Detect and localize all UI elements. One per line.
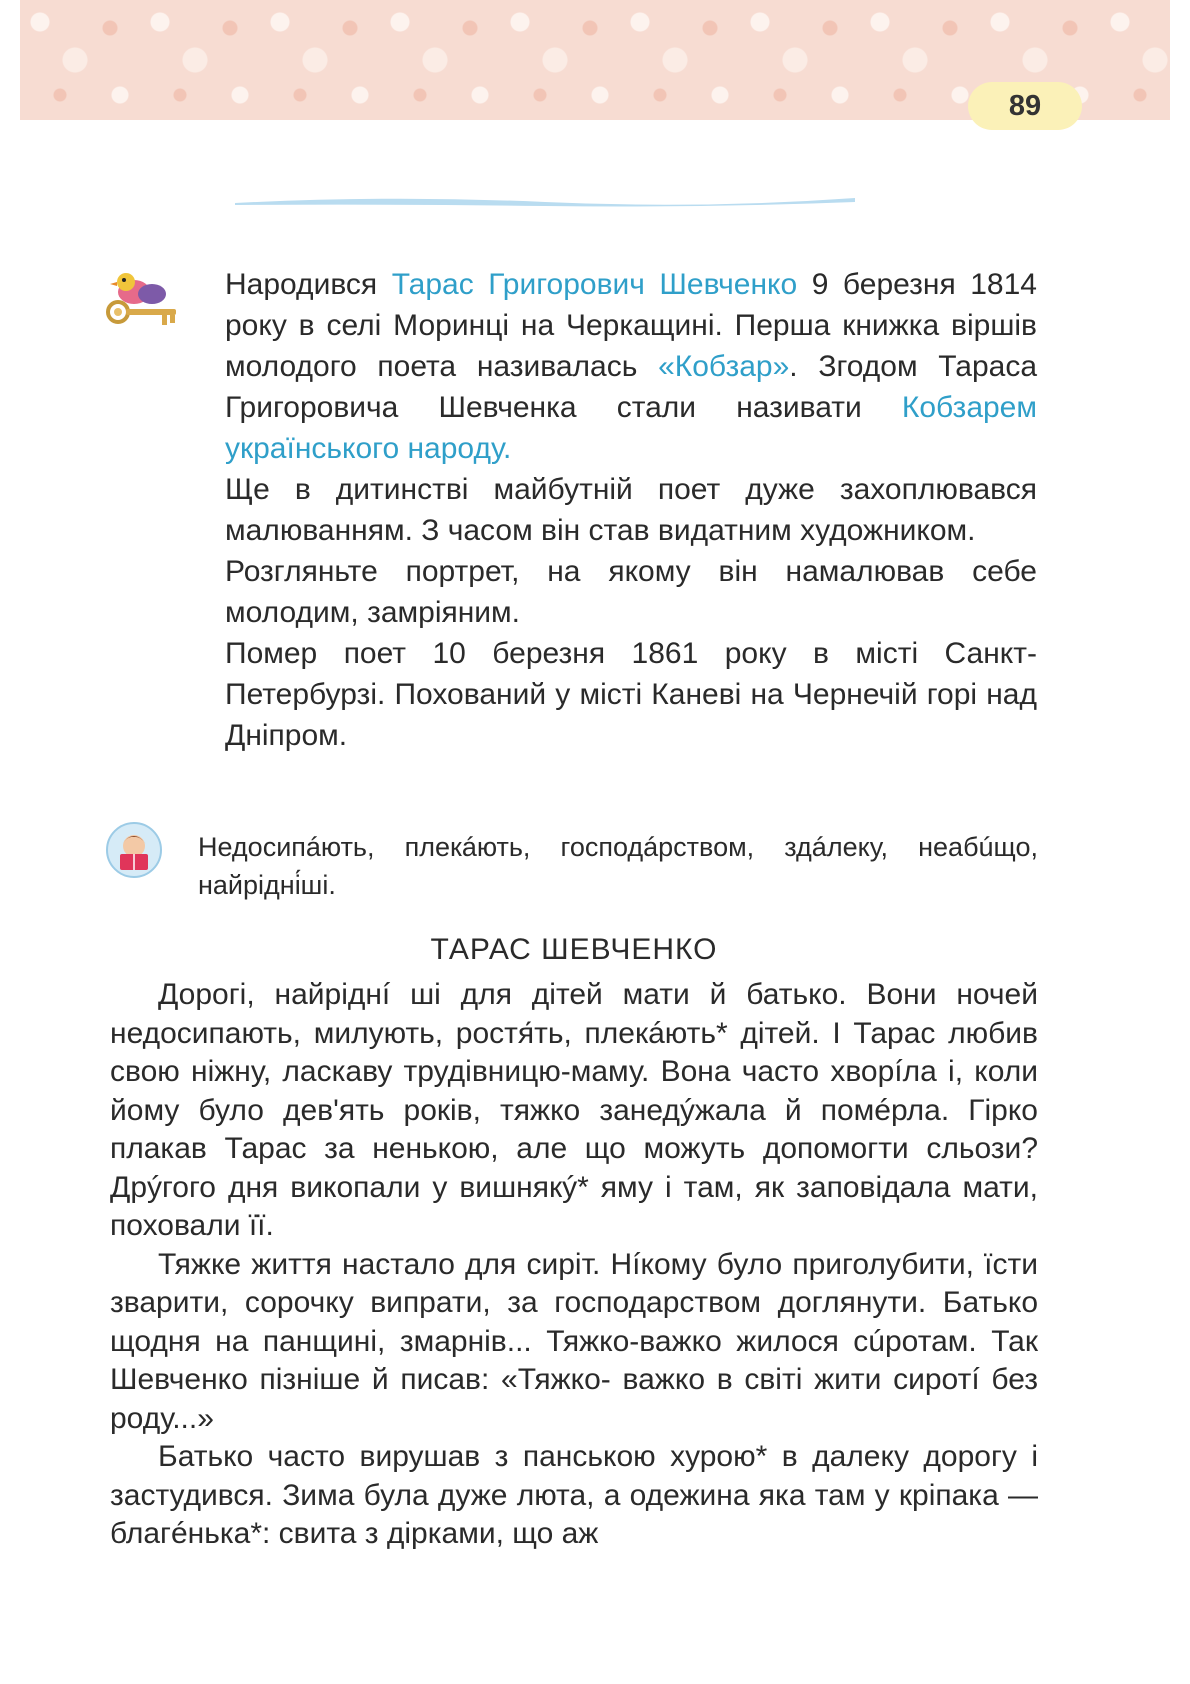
intro-text-segment: 9 березня 1814 року в селі Моринці на Черкащині. Перша книжка віршів молодого поета називалась (225, 268, 1037, 383)
child-reading-icon (106, 822, 162, 878)
story-paragraph: Тяжке життя настало для сиріт. Нíкому було приголубити, їсти зварити, сорочку випрати, за господарством доглянути. Батько щодня на панщині, змарнів... Тяжко-важко жилося сúротам. Так Шевченко пізніше й писав: «Тяжко- важко в світі жити сиротí без роду...» (110, 1247, 1038, 1435)
intro-paragraph-death: Помер поет 10 березня 1861 року в місті Санкт-Петербурзі. Похований у місті Каневі на Чернечій горі над Дніпром. (225, 637, 1037, 752)
story-title: ТАРАС ШЕВЧЕНКО (430, 933, 718, 966)
intro-text-segment: . Згодом Тараса Григоровича Шевченка стали називати (225, 350, 1037, 424)
story-text (110, 976, 1038, 1554)
intro-paragraph-childhood: Ще в дитинстві майбутній поет дуже захоплювався малюванням. З часом він став видатним художником. (225, 473, 1037, 547)
highlight-kobzar-title: Кобзарем українського народу. (225, 391, 1037, 465)
bird-on-key-icon (104, 266, 182, 328)
highlight-book-title: «Кобзар» (658, 350, 790, 383)
story-paragraph: Дорогі, найріднí ші для дітей мати й батько. Вони ночей недосипають, милують, ростя́ть, плекáють* дітей. І Тарас любив свою ніжну, ласкаву трудівницю-маму. Вона часто хворíла і, коли йому було дев'ять років, тяжко занедýжала й помéрла. Гірко плакав Тарас за ненькою, але що можуть допомогти сльози? Дрýгого дня викопали у вишнякý* яму і там, як заповідала мати, поховали її. (110, 978, 1038, 1242)
intro-text-segment: Народився (225, 268, 392, 301)
page-number: 89 (1008, 90, 1042, 122)
vocabulary-words: Недосипáють, плекáють, господáрством, здáлеку, неабúщо, найрідні́ші. (198, 832, 1038, 900)
intro-paragraph-birth (225, 264, 1037, 469)
wave-divider-icon (235, 194, 855, 210)
intro-paragraph-portrait: Розгляньте портрет, на якому він намалював себе молодим, замріяним. (225, 555, 1037, 629)
story-paragraph: Батько часто вирушав з панською хурою* в далеку дорогу і застудився. Зима була дуже люта, а одежина яка там у кріпака — благéнька*: свита з дірками, що аж (110, 1440, 1038, 1550)
highlight-poet-name: Тарас Григорович Шевченко (391, 268, 798, 301)
intro-text (225, 264, 1037, 756)
